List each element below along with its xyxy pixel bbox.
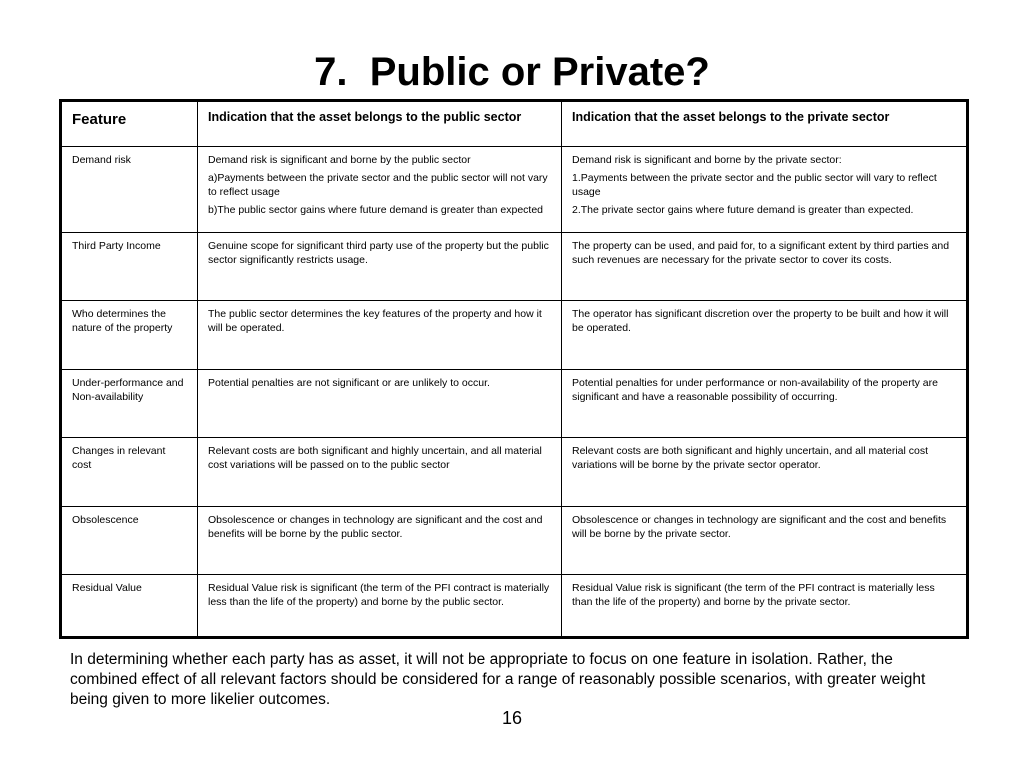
header-private-sector: Indication that the asset belongs to the private sector bbox=[562, 101, 968, 147]
public-cell bbox=[198, 575, 562, 638]
private-cell bbox=[562, 147, 968, 233]
table-row bbox=[61, 507, 968, 575]
feature-cell: Demand risk bbox=[61, 147, 198, 233]
cell-line: The property can be used, and paid for, to a significant extent by third parties and such revenues are necessary for the private sector to cover its costs. bbox=[572, 240, 950, 266]
table-row bbox=[61, 370, 968, 438]
feature-cell: Obsolescence bbox=[61, 507, 198, 575]
cell-line: Obsolescence or changes in technology are significant and the cost and benefits will be borne by the public sector. bbox=[208, 514, 543, 540]
cell-line: Obsolescence or changes in technology are significant and the cost and benefits will be borne by the private sector. bbox=[572, 514, 947, 540]
cell-line: Genuine scope for significant third party use of the property but the public sector significantly restricts usage. bbox=[208, 240, 549, 266]
table-row bbox=[61, 301, 968, 370]
cell-line: The public sector determines the key features of the property and how it will be operated. bbox=[208, 308, 542, 334]
feature-cell: Third Party Income bbox=[61, 233, 198, 301]
feature-cell: Changes in relevant cost bbox=[61, 438, 198, 507]
cell-line: Residual Value risk is significant (the term of the PFI contract is materially less than the life of the property) and borne by the public sector. bbox=[208, 582, 550, 608]
header-feature: Feature bbox=[61, 101, 198, 147]
page-number: 16 bbox=[501, 708, 523, 728]
slide-title: 7. Public or Private? bbox=[314, 50, 710, 94]
feature-cell: Residual Value bbox=[61, 575, 198, 638]
private-cell bbox=[562, 438, 968, 507]
public-cell bbox=[198, 147, 562, 233]
cell-line: Potential penalties are not significant or are unlikely to occur. bbox=[208, 377, 490, 389]
table-row bbox=[61, 233, 968, 301]
cell-line: Relevant costs are both significant and highly uncertain, and all material cost variations will be passed on to the public sector bbox=[208, 445, 542, 471]
table-header-row bbox=[61, 101, 968, 147]
table-row bbox=[61, 575, 968, 638]
cell-line: a)Payments between the private sector and the public sector will not vary to reflect usage bbox=[208, 172, 548, 198]
feature-cell: Under-performance and Non-availability bbox=[61, 370, 198, 438]
cell-line: 2.The private sector gains where future demand is greater than expected. bbox=[572, 204, 914, 216]
cell-line: Demand risk is significant and borne by the private sector: bbox=[572, 154, 842, 166]
public-cell bbox=[198, 301, 562, 370]
public-cell bbox=[198, 507, 562, 575]
private-cell bbox=[562, 507, 968, 575]
header-public-sector: Indication that the asset belongs to the public sector bbox=[198, 101, 562, 147]
public-cell bbox=[198, 438, 562, 507]
cell-line: 1.Payments between the private sector and the public sector will vary to reflect usage bbox=[572, 172, 937, 198]
private-cell bbox=[562, 575, 968, 638]
cell-line: Residual Value risk is significant (the term of the PFI contract is materially less than the life of the property) and borne by the private sector. bbox=[572, 582, 935, 608]
table-row bbox=[61, 438, 968, 507]
table-row bbox=[61, 147, 968, 233]
feature-cell: Who determines the nature of the property bbox=[61, 301, 198, 370]
cell-line: Potential penalties for under performance or non-availability of the property are significant and have a reasonable possibility of occurring. bbox=[572, 377, 938, 403]
public-cell bbox=[198, 370, 562, 438]
private-cell bbox=[562, 370, 968, 438]
private-cell bbox=[562, 301, 968, 370]
cell-line: The operator has significant discretion over the property to be built and how it will be operated. bbox=[572, 308, 949, 334]
private-cell bbox=[562, 233, 968, 301]
public-cell bbox=[198, 233, 562, 301]
cell-line: Relevant costs are both significant and highly uncertain, and all material cost variations will be borne by the private sector operator. bbox=[572, 445, 929, 471]
cell-line: Demand risk is significant and borne by the public sector bbox=[208, 154, 471, 166]
footnote-text: In determining whether each party has as asset, it will not be appropriate to focus on one feature in isolation. Rather, the combined effect of all relevant factors should be considered for a range of reasonably possible scenarios, with greater weight being given to more likelier outcomes. bbox=[70, 651, 926, 708]
cell-line: b)The public sector gains where future demand is greater than expected bbox=[208, 204, 544, 216]
public-private-table bbox=[59, 99, 969, 639]
